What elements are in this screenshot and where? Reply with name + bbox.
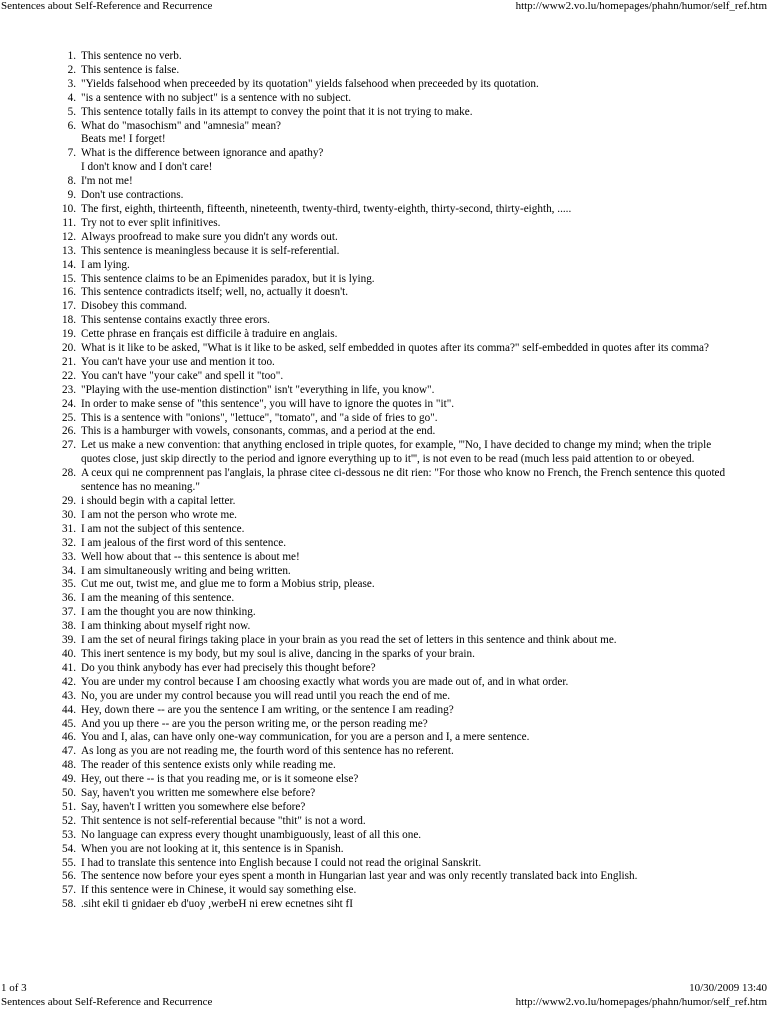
list-item-number: 22. [62, 369, 76, 382]
list-item-text: I am simultaneously writing and being written. [81, 564, 291, 577]
list-item-number: 32. [62, 536, 76, 549]
list-item [0, 439, 768, 467]
list-item-text: You can't have your use and mention it too. [81, 355, 275, 368]
footer-page-number: 1 of 3 [1, 982, 27, 994]
list-item [0, 328, 768, 342]
list-item-number: 48. [62, 759, 76, 772]
list-item [0, 843, 768, 857]
list-item-number: 28. [62, 467, 76, 480]
list-item [0, 884, 768, 898]
list-item [0, 120, 768, 148]
list-item [0, 759, 768, 773]
list-item [0, 64, 768, 78]
list-item-text: This sentense contains exactly three erors. [81, 314, 270, 327]
list-item [0, 175, 768, 189]
list-item [0, 106, 768, 120]
list-item-number: 47. [62, 745, 76, 758]
list-item-text: What is it like to be asked, "What is it like to be asked, self embedded in quotes after its comma?" self-embedded in quotes after its comma? [81, 342, 709, 355]
list-item [0, 495, 768, 509]
list-item-text: I am the thought you are now thinking. [81, 606, 256, 619]
list-item-number: 13. [62, 244, 76, 257]
header-url[interactable]: http://www2.vo.lu/homepages/phahn/humor/self_ref.htm [515, 0, 767, 12]
list-item-number: 57. [62, 884, 76, 897]
list-item-number: 7. [67, 147, 76, 160]
list-item-number: 45. [62, 717, 76, 730]
list-item [0, 648, 768, 662]
list-item-text: When you are not looking at it, this sentence is in Spanish. [81, 842, 344, 855]
list-item-number: 56. [62, 870, 76, 883]
list-item-text: I am jealous of the first word of this sentence. [81, 536, 287, 549]
list-item-number: 17. [62, 300, 76, 313]
list-item-text: Let us make a new convention: that anything enclosed in triple quotes, for example, '''No, I have decided to change my mind; when the triple quotes close, just skip directly to the period and ignore everything up to it''', is not even to be read (much less paid attention to or obeyed. [81, 439, 712, 466]
list-item-text: This sentence totally fails in its attempt to convey the point that it is not trying to make. [81, 105, 473, 118]
list-item-number: 51. [62, 800, 76, 813]
list-item-number: 34. [62, 564, 76, 577]
list-item-number: 35. [62, 578, 76, 591]
list-item-number: 23. [62, 383, 76, 396]
list-item-number: 20. [62, 342, 76, 355]
list-item [0, 773, 768, 787]
list-item-number: 6. [67, 119, 76, 132]
list-item-number: 33. [62, 550, 76, 563]
list-item-text: Cette phrase en français est difficile à traduire en anglais. [81, 328, 338, 341]
list-item-text: This inert sentence is my body, but my soul is alive, dancing in the sparks of your brain. [81, 647, 475, 660]
header-title: Sentences about Self-Reference and Recurrence [1, 0, 213, 12]
list-item-number: 42. [62, 675, 76, 688]
list-item [0, 606, 768, 620]
list-item [0, 342, 768, 356]
list-item-text: No language can express every thought unambiguously, least of all this one. [81, 828, 422, 841]
sentence-list [0, 50, 768, 912]
list-item-text: If this sentence were in Chinese, it would say something else. [81, 884, 357, 897]
list-item-text: "is a sentence with no subject" is a sentence with no subject. [81, 91, 352, 104]
list-item-number: 26. [62, 425, 76, 438]
list-item [0, 245, 768, 259]
list-item-number: 21. [62, 355, 76, 368]
list-item-number: 30. [62, 508, 76, 521]
list-item [0, 314, 768, 328]
list-item-text: No, you are under my control because you will read until you reach the end of me. [81, 689, 451, 702]
list-item [0, 189, 768, 203]
list-item-text: Say, haven't you written me somewhere else before? [81, 787, 316, 800]
list-item-text: This sentence claims to be an Epimenides paradox, but it is lying. [81, 272, 375, 285]
list-item-text: Disobey this command. [81, 300, 187, 313]
list-item-number: 3. [67, 77, 76, 90]
list-item-text: Hey, out there -- is that you reading me, or is it someone else? [81, 773, 359, 786]
list-item-number: 39. [62, 634, 76, 647]
list-item-number: 25. [62, 411, 76, 424]
list-item-number: 8. [67, 175, 76, 188]
list-item [0, 92, 768, 106]
list-item [0, 509, 768, 523]
list-item-number: 16. [62, 286, 76, 299]
list-item [0, 273, 768, 287]
list-item-text: You are under my control because I am choosing exactly what words you are made out of, and in what order. [81, 675, 569, 688]
list-item [0, 356, 768, 370]
list-item [0, 467, 768, 495]
list-item-text: This is a hamburger with vowels, consonants, commas, and a period at the end. [81, 425, 436, 438]
list-item-text: Say, haven't I written you somewhere else before? [81, 800, 306, 813]
list-item-text: You and I, alas, can have only one-way communication, for you are a person and I, a mere sentence. [81, 731, 530, 744]
list-item-number: 10. [62, 202, 76, 215]
list-item-number: 46. [62, 731, 76, 744]
list-item [0, 551, 768, 565]
list-item-text: Hey, down there -- are you the sentence I am writing, or the sentence I am reading? [81, 703, 454, 716]
list-item-number: 1. [67, 50, 76, 62]
list-item-text: Do you think anybody has ever had precisely this thought before? [81, 661, 376, 674]
list-item-number: 19. [62, 328, 76, 341]
list-item-text: What do "masochism" and "amnesia" mean? Beats me! I forget! [81, 119, 282, 146]
list-item [0, 370, 768, 384]
list-item [0, 523, 768, 537]
list-item-text: This is a sentence with "onions", "lettuce", "tomato", and "a side of fries to go". [81, 411, 438, 424]
list-item-text: "Yields falsehood when preceeded by its quotation" yields falsehood when preceeded by its quotation. [81, 77, 539, 90]
list-item-number: 38. [62, 620, 76, 633]
list-item [0, 537, 768, 551]
list-item-text: This sentence is meaningless because it is self-referential. [81, 244, 340, 257]
list-item-text: I am not the person who wrote me. [81, 508, 237, 521]
list-item [0, 815, 768, 829]
list-item-text: This sentence is false. [81, 63, 180, 76]
list-item-text: Try not to ever split infinitives. [81, 216, 221, 229]
list-item-number: 15. [62, 272, 76, 285]
list-item [0, 829, 768, 843]
list-item-number: 54. [62, 842, 76, 855]
list-item [0, 78, 768, 92]
list-item-text: The first, eighth, thirteenth, fifteenth, nineteenth, twenty-third, twenty-eighth, thirty-second, thirty-eighth, ..... [81, 202, 572, 215]
list-item [0, 384, 768, 398]
list-item-text: What is the difference between ignorance and apathy? I don't know and I don't care! [81, 147, 324, 174]
footer-url[interactable]: http://www2.vo.lu/homepages/phahn/humor/self_ref.htm [515, 996, 767, 1008]
list-item [0, 870, 768, 884]
list-item [0, 620, 768, 634]
list-item-text: I am thinking about myself right now. [81, 620, 251, 633]
list-item-text: Don't use contractions. [81, 189, 184, 202]
list-item-text: The reader of this sentence exists only while reading me. [81, 759, 336, 772]
list-item [0, 676, 768, 690]
list-item-number: 44. [62, 703, 76, 716]
list-item [0, 592, 768, 606]
list-item-number: 49. [62, 773, 76, 786]
list-item-number: 14. [62, 258, 76, 271]
list-item-number: 52. [62, 814, 76, 827]
list-item [0, 745, 768, 759]
list-item-text: Thit sentence is not self-referential because "thit" is not a word. [81, 814, 366, 827]
list-item-text: In order to make sense of "this sentence", you will have to ignore the quotes in "it". [81, 397, 455, 410]
list-item-number: 2. [67, 63, 76, 76]
list-item-text: This sentence no verb. [81, 50, 182, 62]
list-item-number: 29. [62, 495, 76, 507]
list-item [0, 203, 768, 217]
list-item [0, 259, 768, 273]
list-item-number: 58. [62, 898, 76, 911]
list-item [0, 857, 768, 871]
list-item-text: You can't have "your cake" and spell it "too". [81, 369, 284, 382]
list-item-text: "Playing with the use-mention distinction" isn't "everything in life, you know". [81, 383, 435, 396]
list-item-number: 9. [67, 189, 76, 202]
list-item [0, 801, 768, 815]
list-item [0, 690, 768, 704]
list-item-number: 40. [62, 647, 76, 660]
list-item-number: 41. [62, 661, 76, 674]
list-item-text: i should begin with a capital letter. [81, 495, 236, 507]
list-item [0, 147, 768, 175]
list-item-number: 31. [62, 522, 76, 535]
list-item-text: I am lying. [81, 258, 130, 271]
list-item [0, 425, 768, 439]
footer-title: Sentences about Self-Reference and Recurrence [1, 996, 213, 1008]
list-item-number: 36. [62, 592, 76, 605]
list-item-number: 50. [62, 787, 76, 800]
list-item-number: 18. [62, 314, 76, 327]
list-item-text: Always proofread to make sure you didn't any words out. [81, 230, 338, 243]
list-item-number: 5. [67, 105, 76, 118]
list-item-text: Well how about that -- this sentence is about me! [81, 550, 300, 563]
list-item [0, 898, 768, 912]
list-item [0, 787, 768, 801]
list-item [0, 217, 768, 231]
list-item-number: 27. [62, 439, 76, 452]
list-item-text: A ceux qui ne comprennent pas l'anglais, la phrase citee ci-dessous ne dit rien: "For those who know no French, the French sentence this quoted sentence has no meaning." [81, 467, 726, 494]
list-item-text: I am the set of neural firings taking place in your brain as you read the set of letters in this sentence and think about me. [81, 634, 617, 647]
list-item [0, 412, 768, 426]
list-item-number: 43. [62, 689, 76, 702]
list-item-number: 55. [62, 856, 76, 869]
list-item-text: This sentence contradicts itself; well, no, actually it doesn't. [81, 286, 349, 299]
list-item [0, 704, 768, 718]
list-item-text: I'm not me! [81, 175, 133, 188]
list-item [0, 718, 768, 732]
list-item [0, 662, 768, 676]
list-item [0, 300, 768, 314]
list-item [0, 398, 768, 412]
list-item-number: 24. [62, 397, 76, 410]
list-item-text: And you up there -- are you the person writing me, or the person reading me? [81, 717, 428, 730]
list-item [0, 286, 768, 300]
list-item-number: 12. [62, 230, 76, 243]
list-item-text: The sentence now before your eyes spent a month in Hungarian last year and was only recently translated back into English. [81, 870, 638, 883]
list-item [0, 634, 768, 648]
list-item-text: I am the meaning of this sentence. [81, 592, 235, 605]
list-item-number: 53. [62, 828, 76, 841]
list-item-number: 4. [67, 91, 76, 104]
list-item [0, 565, 768, 579]
list-item [0, 231, 768, 245]
list-item-number: 37. [62, 606, 76, 619]
list-item-number: 11. [62, 216, 76, 229]
footer-datetime: 10/30/2009 13:40 [689, 982, 767, 994]
list-item-text: .siht ekil ti gnidaer eb d'uoy ,werbeH ni erew ecnetnes siht fI [81, 898, 353, 911]
list-item-text: Cut me out, twist me, and glue me to form a Mobius strip, please. [81, 578, 375, 591]
list-item-text: I had to translate this sentence into English because I could not read the original Sanskrit. [81, 856, 482, 869]
list-item [0, 50, 768, 64]
list-item-text: As long as you are not reading me, the fourth word of this sentence has no referent. [81, 745, 454, 758]
list-item-text: I am not the subject of this sentence. [81, 522, 245, 535]
list-item [0, 731, 768, 745]
list-item [0, 578, 768, 592]
